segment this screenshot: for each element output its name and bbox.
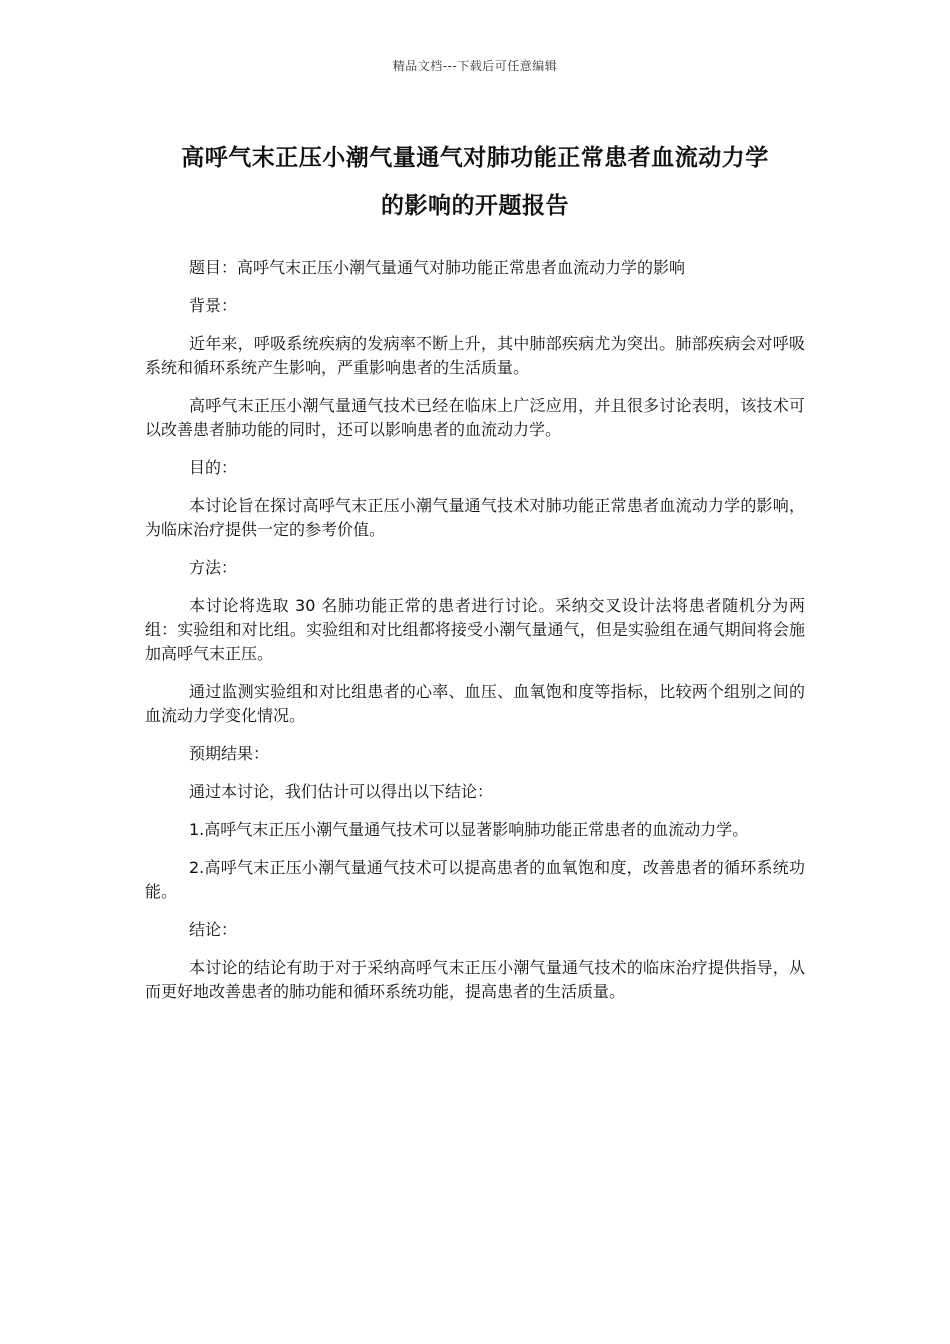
conclusion-paragraph: 本讨论的结论有助于对于采纳高呼气末正压小潮气量通气技术的临床治疗提供指导，从而更好地改善患者的肺功能和循环系统功能，提高患者的生活质量。 xyxy=(145,958,805,1001)
purpose-paragraph: 本讨论旨在探讨高呼气末正压小潮气量通气技术对肺功能正常患者血流动力学的影响，为临床治疗提供一定的参考价值。 xyxy=(145,496,805,539)
expected-result-item-1: 1.高呼气末正压小潮气量通气技术可以显著影响肺功能正常患者的血流动力学。 xyxy=(189,820,749,839)
title-line-2: 的影响的开题报告 xyxy=(381,193,569,219)
purpose-heading: 目的： xyxy=(189,458,238,477)
method-heading: 方法： xyxy=(189,558,238,577)
background-paragraph-2: 高呼气末正压小潮气量通气技术已经在临床上广泛应用，并且很多讨论表明，该技术可以改善患者肺功能的同时，还可以影响患者的血流动力学。 xyxy=(145,396,805,439)
expected-results-intro: 通过本讨论，我们估计可以得出以下结论： xyxy=(189,782,494,801)
expected-results-heading: 预期结果： xyxy=(189,744,270,763)
expected-result-item-2: 2.高呼气末正压小潮气量通气技术可以提高患者的血氧饱和度，改善患者的循环系统功能。 xyxy=(145,858,805,901)
page-header: 精品文档---下载后可任意编辑 xyxy=(392,59,558,73)
method-paragraph-2: 通过监测实验组和对比组患者的心率、血压、血氧饱和度等指标，比较两个组别之间的血流动力学变化情况。 xyxy=(145,682,805,725)
method-paragraph-1: 本讨论将选取 30 名肺功能正常的患者进行讨论。采纳交叉设计法将患者随机分为两组：实验组和对比组。实验组和对比组都将接受小潮气量通气，但是实验组在通气期间将会施加高呼气末正压。 xyxy=(145,596,805,663)
title-line-1: 高呼气末正压小潮气量通气对肺功能正常患者血流动力学 xyxy=(181,145,769,171)
background-heading: 背景： xyxy=(189,296,238,315)
topic-paragraph: 题目：高呼气末正压小潮气量通气对肺功能正常患者血流动力学的影响 xyxy=(189,258,686,277)
document-body xyxy=(145,256,805,1018)
background-paragraph-1: 近年来，呼吸系统疾病的发病率不断上升，其中肺部疾病尤为突出。肺部疾病会对呼吸系统和循环系统产生影响，严重影响患者的生活质量。 xyxy=(145,334,805,377)
conclusion-heading: 结论： xyxy=(189,920,238,939)
document-title xyxy=(145,134,805,230)
